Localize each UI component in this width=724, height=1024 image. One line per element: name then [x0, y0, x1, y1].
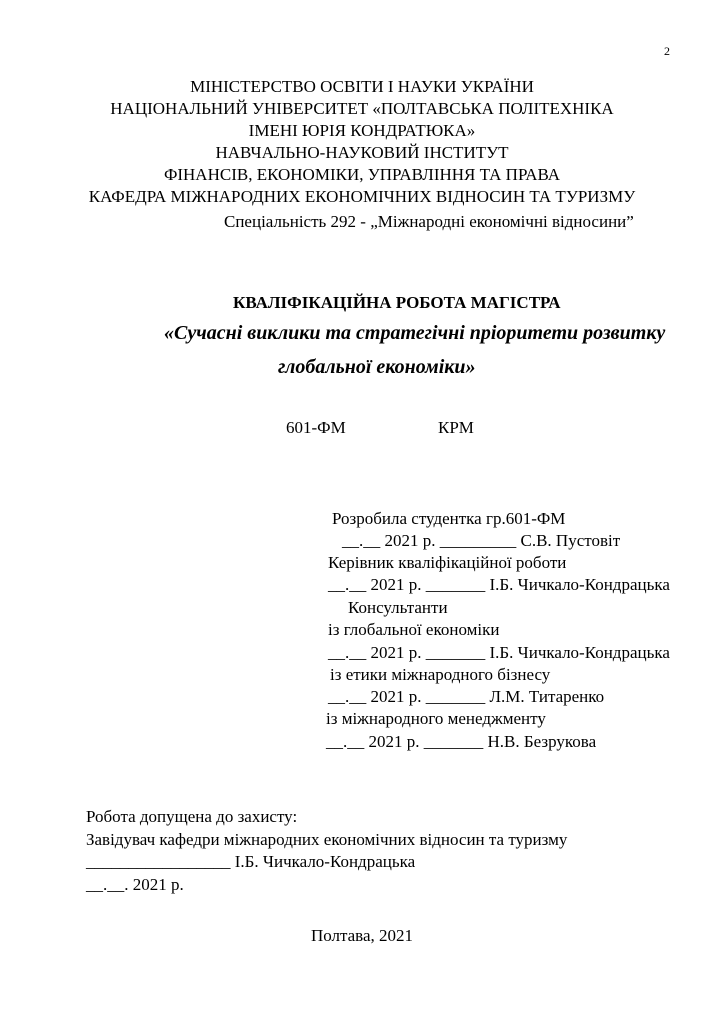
department-line: КАФЕДРА МІЖНАРОДНИХ ЕКОНОМІЧНИХ ВІДНОСИН ТА ТУРИЗМУ	[88, 187, 636, 206]
supervisor-label: Керівник кваліфікаційної роботи	[328, 553, 567, 572]
university-line: НАЦІОНАЛЬНИЙ УНІВЕРСИТЕТ «ПОЛТАВСЬКА ПОЛІТЕХНІКА	[110, 99, 614, 118]
department-head-label: Завідувач кафедри міжнародних економічних відносин та туризму	[86, 830, 568, 849]
supervisor-signature-line: __.__ 2021 р. _______ І.Б. Чичкало-Кондрацька	[328, 575, 670, 594]
document-code: КРМ	[438, 418, 474, 437]
work-type-title: КВАЛІФІКАЦІЙНА РОБОТА МАГІСТРА	[233, 293, 561, 312]
university-name-line: ІМЕНІ ЮРІЯ КОНДРАТЮКА»	[248, 121, 476, 140]
topic-title-line-2: глобальної економіки»	[278, 356, 476, 378]
department-head-signature-line: _________________ І.Б. Чичкало-Кондрацька	[86, 852, 416, 871]
student-signature-line: __.__ 2021 р. _________ С.В. Пустовіт	[342, 531, 621, 550]
city-year: Полтава, 2021	[310, 926, 414, 945]
consultant-3-signature-line: __.__ 2021 р. _______ Н.В. Безрукова	[326, 732, 597, 751]
institution-header	[0, 76, 724, 208]
group-code: 601-ФМ	[286, 418, 346, 437]
consultant-3-area: із міжнародного менеджменту	[326, 709, 546, 728]
consultant-2-area: із етики міжнародного бізнесу	[330, 665, 551, 684]
consultants-label: Консультанти	[348, 598, 448, 617]
specialty-line: Спеціальність 292 - „Міжнародні економічні відносини”	[224, 212, 634, 231]
institute-line: НАВЧАЛЬНО-НАУКОВИЙ ІНСТИТУТ	[215, 143, 509, 162]
admission-date-line: __.__. 2021 р.	[86, 875, 184, 894]
developed-by-line: Розробила студентка гр.601-ФМ	[332, 509, 566, 528]
consultant-2-signature-line: __.__ 2021 р. _______ Л.М. Титаренко	[328, 687, 605, 706]
consultant-1-area: із глобальної економіки	[328, 620, 500, 639]
institute-name-line: ФІНАНСІВ, ЕКОНОМІКИ, УПРАВЛІННЯ ТА ПРАВА	[163, 165, 561, 184]
ministry-line: МІНІСТЕРСТВО ОСВІТИ І НАУКИ УКРАЇНИ	[190, 77, 534, 96]
topic-title-line-1: «Сучасні виклики та стратегічні пріоритети розвитку	[164, 322, 666, 344]
admission-line: Робота допущена до захисту:	[86, 807, 298, 826]
consultant-1-signature-line: __.__ 2021 р. _______ І.Б. Чичкало-Кондрацька	[328, 643, 670, 662]
page-number: 2	[664, 44, 670, 58]
